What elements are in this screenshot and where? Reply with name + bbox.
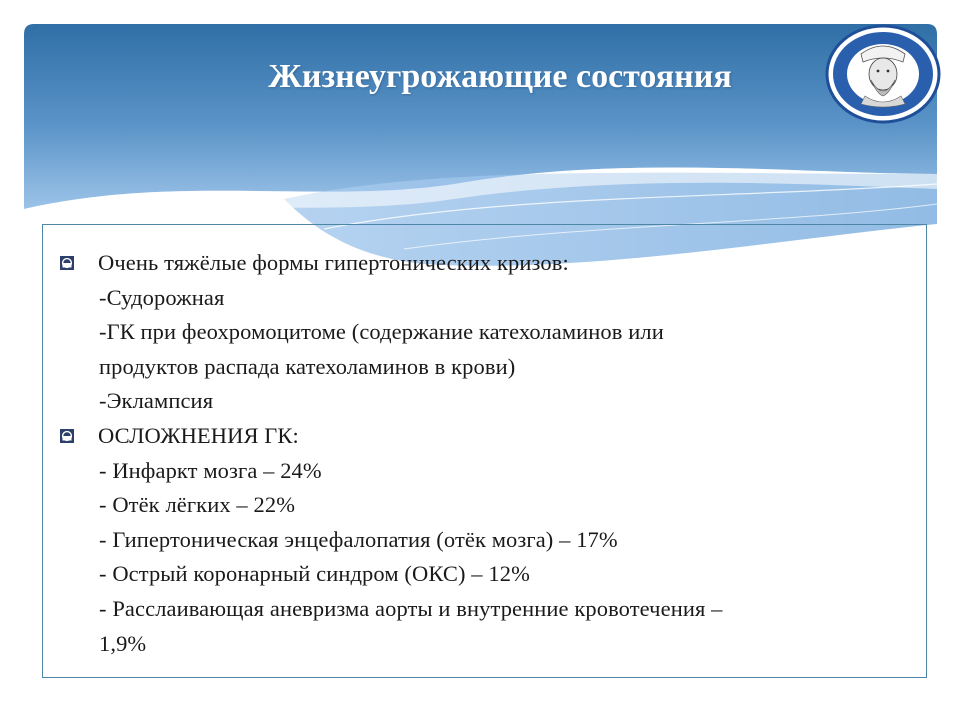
list-item: -Судорожная xyxy=(99,284,225,310)
list-item: -ГК при феохромоцитоме (содержание катехоламинов или xyxy=(99,319,664,345)
foundation-logo xyxy=(825,24,941,124)
square-ring-bullet-icon xyxy=(60,429,74,443)
bullet-item-complications xyxy=(58,419,918,454)
bullet-item-crises xyxy=(58,246,918,281)
list-item: - Расслаивающая аневризма аорты и внутренние кровотечения – xyxy=(99,595,723,621)
list-item: -Эклампсия xyxy=(99,388,214,414)
list-item: - Гипертоническая энцефалопатия (отёк мозга) – 17% xyxy=(99,526,618,552)
foundation-portrait-seal-icon xyxy=(825,24,941,124)
list-item: 1,9% xyxy=(99,630,147,656)
section-heading-complications: ОСЛОЖНЕНИЯ ГК: xyxy=(98,422,299,448)
square-ring-bullet-icon xyxy=(60,256,74,270)
section-heading-crises: Очень тяжёлые формы гипертонических кризов: xyxy=(98,250,569,275)
list-item: - Острый коронарный синдром (ОКС) – 12% xyxy=(99,561,530,587)
page-title: Жизнеугрожающие состояния xyxy=(268,58,732,95)
list-item: продуктов распада катехоламинов в крови) xyxy=(99,353,516,379)
list-item: - Инфаркт мозга – 24% xyxy=(99,457,322,483)
content-body xyxy=(58,246,918,661)
list-item: - Отёк лёгких – 22% xyxy=(99,492,296,518)
